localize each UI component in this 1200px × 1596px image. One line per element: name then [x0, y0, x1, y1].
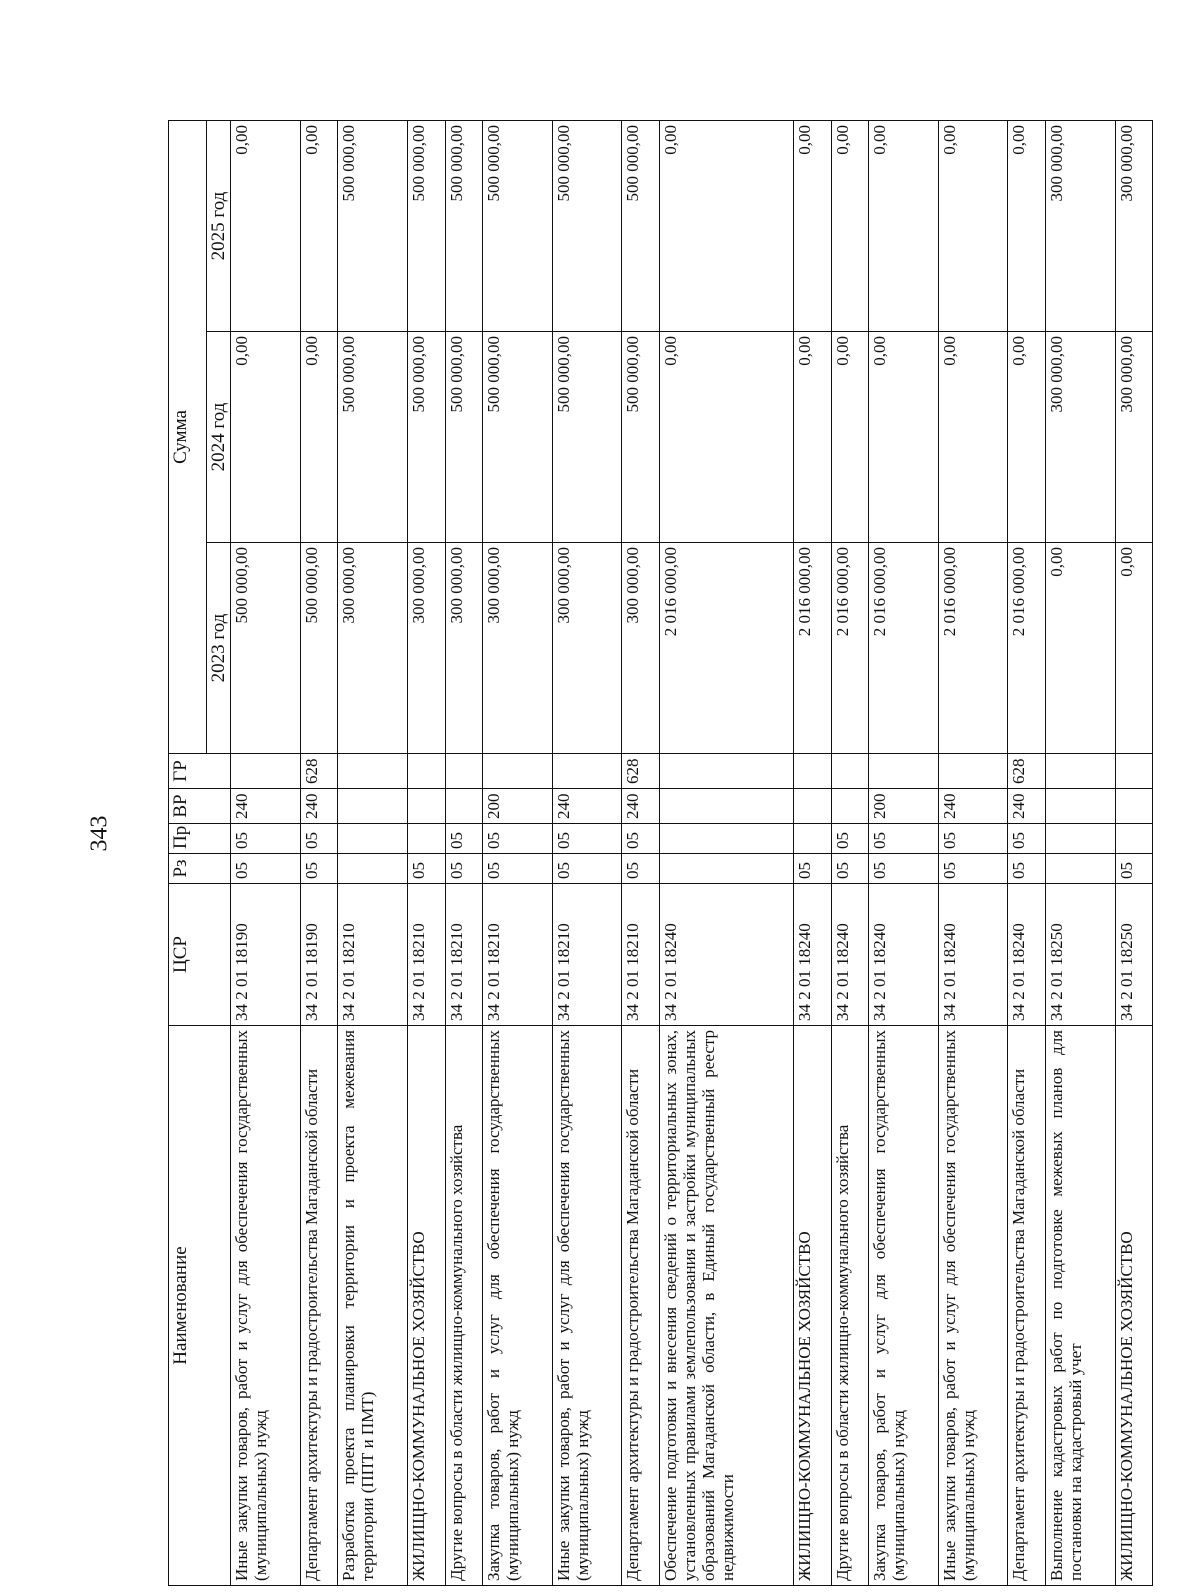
row-sum-2024-cell: 0,00: [1008, 332, 1045, 543]
row-sum-2023-cell: 2 016 000,00: [868, 543, 938, 754]
row-sum-2024-cell: 0,00: [831, 332, 868, 543]
row-csr-cell: 34 2 01 18190: [300, 884, 337, 1026]
row-rz-cell: 05: [794, 854, 831, 884]
row-sum-2024-cell: 500 000,00: [445, 332, 482, 543]
row-name-cell: Иные закупки товаров, работ и услуг для обеспечения государственных (муниципальных) нужд: [938, 1026, 1008, 1586]
rotated-table-container: [168, 121, 1153, 1586]
table-row: [1045, 121, 1115, 1586]
row-sum-2025-cell: 500 000,00: [408, 121, 445, 332]
row-pr-cell: [408, 824, 445, 854]
table-row: [338, 121, 408, 1586]
table-row: [552, 121, 622, 1586]
table-row: [300, 121, 337, 1586]
table-row: [408, 121, 445, 1586]
row-csr-cell: 34 2 01 18190: [231, 884, 301, 1026]
row-pr-cell: 05: [1008, 824, 1045, 854]
header-gr: ГР: [169, 754, 231, 789]
table-row: [868, 121, 938, 1586]
row-sum-2025-cell: 0,00: [938, 121, 1008, 332]
page-number: 343: [86, 815, 113, 852]
row-vr-cell: [408, 789, 445, 824]
row-sum-2025-cell: 500 000,00: [552, 121, 622, 332]
row-sum-2023-cell: 0,00: [1045, 543, 1115, 754]
row-sum-2023-cell: 2 016 000,00: [938, 543, 1008, 754]
row-sum-2023-cell: 300 000,00: [338, 543, 408, 754]
row-sum-2025-cell: 0,00: [1008, 121, 1045, 332]
row-sum-2024-cell: 0,00: [938, 332, 1008, 543]
row-csr-cell: 34 2 01 18210: [408, 884, 445, 1026]
row-pr-cell: [794, 824, 831, 854]
row-rz-cell: 05: [482, 854, 552, 884]
row-sum-2023-cell: 300 000,00: [445, 543, 482, 754]
row-vr-cell: [1045, 789, 1115, 824]
row-rz-cell: 05: [445, 854, 482, 884]
row-pr-cell: [659, 824, 793, 854]
row-vr-cell: [338, 789, 408, 824]
row-rz-cell: 05: [552, 854, 622, 884]
row-name-cell: Выполнение кадастровых работ по подготовке межевых планов для постановки на кадастровый учет: [1045, 1026, 1115, 1586]
row-gr-cell: [659, 754, 793, 789]
row-rz-cell: 05: [938, 854, 1008, 884]
row-name-cell: Департамент архитектуры и градостроительства Магаданской области: [622, 1026, 659, 1586]
row-vr-cell: 200: [868, 789, 938, 824]
row-pr-cell: 05: [231, 824, 301, 854]
table-row: [622, 121, 659, 1586]
row-gr-cell: [552, 754, 622, 789]
budget-table: [168, 120, 1153, 1586]
row-gr-cell: [938, 754, 1008, 789]
row-sum-2023-cell: 300 000,00: [408, 543, 445, 754]
row-vr-cell: 240: [938, 789, 1008, 824]
row-name-cell: Иные закупки товаров, работ и услуг для обеспечения государственных (муниципальных) нужд: [231, 1026, 301, 1586]
row-sum-2025-cell: 0,00: [231, 121, 301, 332]
table-row: [938, 121, 1008, 1586]
row-pr-cell: 05: [938, 824, 1008, 854]
row-pr-cell: 05: [445, 824, 482, 854]
row-csr-cell: 34 2 01 18210: [622, 884, 659, 1026]
row-rz-cell: [1045, 854, 1115, 884]
row-sum-2024-cell: 0,00: [659, 332, 793, 543]
row-csr-cell: 34 2 01 18240: [659, 884, 793, 1026]
row-name-cell: Иные закупки товаров, работ и услуг для обеспечения государственных (муниципальных) нужд: [552, 1026, 622, 1586]
row-sum-2025-cell: 300 000,00: [1115, 121, 1153, 332]
row-vr-cell: 240: [231, 789, 301, 824]
row-sum-2024-cell: 0,00: [794, 332, 831, 543]
row-sum-2023-cell: 300 000,00: [622, 543, 659, 754]
row-sum-2023-cell: 2 016 000,00: [1008, 543, 1045, 754]
row-vr-cell: [1115, 789, 1153, 824]
row-pr-cell: 05: [552, 824, 622, 854]
row-name-cell: Закупка товаров, работ и услуг для обеспечения государственных (муниципальных) нужд: [482, 1026, 552, 1586]
row-sum-2025-cell: 0,00: [831, 121, 868, 332]
row-csr-cell: 34 2 01 18240: [938, 884, 1008, 1026]
table-row: [831, 121, 868, 1586]
row-pr-cell: [1045, 824, 1115, 854]
row-sum-2023-cell: 300 000,00: [482, 543, 552, 754]
row-rz-cell: 05: [1115, 854, 1153, 884]
row-gr-cell: [831, 754, 868, 789]
row-name-cell: ЖИЛИЩНО-КОММУНАЛЬНОЕ ХОЗЯЙСТВО: [1115, 1026, 1153, 1586]
row-rz-cell: 05: [868, 854, 938, 884]
row-csr-cell: 34 2 01 18250: [1045, 884, 1115, 1026]
row-vr-cell: [831, 789, 868, 824]
row-rz-cell: 05: [1008, 854, 1045, 884]
row-csr-cell: 34 2 01 18210: [338, 884, 408, 1026]
row-gr-cell: [1045, 754, 1115, 789]
row-sum-2024-cell: 0,00: [300, 332, 337, 543]
row-gr-cell: [408, 754, 445, 789]
row-sum-2024-cell: 300 000,00: [1045, 332, 1115, 543]
row-csr-cell: 34 2 01 18240: [831, 884, 868, 1026]
row-pr-cell: 05: [868, 824, 938, 854]
row-vr-cell: 240: [1008, 789, 1045, 824]
row-vr-cell: 200: [482, 789, 552, 824]
table-row: [1115, 121, 1153, 1586]
row-gr-cell: [482, 754, 552, 789]
row-sum-2024-cell: 500 000,00: [482, 332, 552, 543]
row-sum-2025-cell: 500 000,00: [482, 121, 552, 332]
row-sum-2025-cell: 500 000,00: [445, 121, 482, 332]
header-vr: ВР: [169, 789, 231, 824]
row-sum-2025-cell: 300 000,00: [1045, 121, 1115, 332]
row-name-cell: Другие вопросы в области жилищно-коммунального хозяйства: [445, 1026, 482, 1586]
row-csr-cell: 34 2 01 18240: [868, 884, 938, 1026]
row-vr-cell: 240: [552, 789, 622, 824]
row-csr-cell: 34 2 01 18240: [1008, 884, 1045, 1026]
row-vr-cell: 240: [622, 789, 659, 824]
row-gr-cell: 628: [300, 754, 337, 789]
row-csr-cell: 34 2 01 18210: [445, 884, 482, 1026]
row-csr-cell: 34 2 01 18210: [552, 884, 622, 1026]
row-name-cell: Закупка товаров, работ и услуг для обеспечения государственных (муниципальных) нужд: [868, 1026, 938, 1586]
row-csr-cell: 34 2 01 18250: [1115, 884, 1153, 1026]
row-rz-cell: 05: [831, 854, 868, 884]
row-vr-cell: [794, 789, 831, 824]
row-sum-2024-cell: 500 000,00: [622, 332, 659, 543]
row-rz-cell: [659, 854, 793, 884]
row-sum-2023-cell: 500 000,00: [300, 543, 337, 754]
header-pr: Пр: [169, 824, 231, 854]
row-rz-cell: 05: [231, 854, 301, 884]
row-name-cell: Департамент архитектуры и градостроительства Магаданской области: [1008, 1026, 1045, 1586]
row-sum-2025-cell: 500 000,00: [338, 121, 408, 332]
row-gr-cell: [1115, 754, 1153, 789]
row-csr-cell: 34 2 01 18240: [794, 884, 831, 1026]
row-sum-2023-cell: 0,00: [1115, 543, 1153, 754]
row-sum-2024-cell: 500 000,00: [408, 332, 445, 543]
table-row: [1008, 121, 1045, 1586]
row-pr-cell: 05: [482, 824, 552, 854]
row-gr-cell: 628: [1008, 754, 1045, 789]
header-rz: Рз: [169, 854, 231, 884]
row-pr-cell: 05: [622, 824, 659, 854]
row-pr-cell: [1115, 824, 1153, 854]
row-sum-2023-cell: 500 000,00: [231, 543, 301, 754]
row-sum-2025-cell: 0,00: [659, 121, 793, 332]
header-year-2023: 2023 год: [207, 543, 231, 754]
table-row: [794, 121, 831, 1586]
row-sum-2023-cell: 300 000,00: [552, 543, 622, 754]
row-pr-cell: [338, 824, 408, 854]
row-vr-cell: [659, 789, 793, 824]
table-row: [659, 121, 793, 1586]
row-sum-2024-cell: 300 000,00: [1115, 332, 1153, 543]
row-sum-2023-cell: 2 016 000,00: [659, 543, 793, 754]
row-name-cell: ЖИЛИЩНО-КОММУНАЛЬНОЕ ХОЗЯЙСТВО: [794, 1026, 831, 1586]
row-sum-2023-cell: 2 016 000,00: [794, 543, 831, 754]
row-gr-cell: [794, 754, 831, 789]
row-gr-cell: [868, 754, 938, 789]
row-gr-cell: [445, 754, 482, 789]
row-rz-cell: 05: [622, 854, 659, 884]
row-sum-2024-cell: 500 000,00: [338, 332, 408, 543]
header-csr: ЦСР: [169, 884, 231, 1026]
row-sum-2024-cell: 0,00: [231, 332, 301, 543]
row-name-cell: Разработка проекта планировки территории и проекта межевания территории (ППТ и ПМТ): [338, 1026, 408, 1586]
row-vr-cell: [445, 789, 482, 824]
row-vr-cell: 240: [300, 789, 337, 824]
row-sum-2025-cell: 500 000,00: [622, 121, 659, 332]
row-gr-cell: 628: [622, 754, 659, 789]
table-body: [231, 121, 1153, 1586]
table-row: [445, 121, 482, 1586]
row-name-cell: Департамент архитектуры и градостроительства Магаданской области: [300, 1026, 337, 1586]
row-sum-2024-cell: 500 000,00: [552, 332, 622, 543]
row-sum-2023-cell: 2 016 000,00: [831, 543, 868, 754]
row-csr-cell: 34 2 01 18210: [482, 884, 552, 1026]
table-row: [231, 121, 301, 1586]
header-sum: Сумма: [169, 121, 207, 754]
row-rz-cell: [338, 854, 408, 884]
row-sum-2025-cell: 0,00: [794, 121, 831, 332]
header-year-2024: 2024 год: [207, 332, 231, 543]
row-sum-2024-cell: 0,00: [868, 332, 938, 543]
row-gr-cell: [231, 754, 301, 789]
row-pr-cell: 05: [831, 824, 868, 854]
row-gr-cell: [338, 754, 408, 789]
row-name-cell: ЖИЛИЩНО-КОММУНАЛЬНОЕ ХОЗЯЙСТВО: [408, 1026, 445, 1586]
row-sum-2025-cell: 0,00: [868, 121, 938, 332]
row-name-cell: Обеспечение подготовки и внесения сведений о территориальных зонах, установленных правилами землепользования и застройки муниципальных образований Магаданской области, в Единый государственный реестр недвижимости: [659, 1026, 793, 1586]
row-name-cell: Другие вопросы в области жилищно-коммунального хозяйства: [831, 1026, 868, 1586]
row-pr-cell: 05: [300, 824, 337, 854]
table-row: [482, 121, 552, 1586]
row-rz-cell: 05: [408, 854, 445, 884]
header-year-2025: 2025 год: [207, 121, 231, 332]
row-rz-cell: 05: [300, 854, 337, 884]
header-row-1: [169, 121, 207, 1586]
row-sum-2025-cell: 0,00: [300, 121, 337, 332]
header-name: Наименование: [169, 1026, 231, 1586]
